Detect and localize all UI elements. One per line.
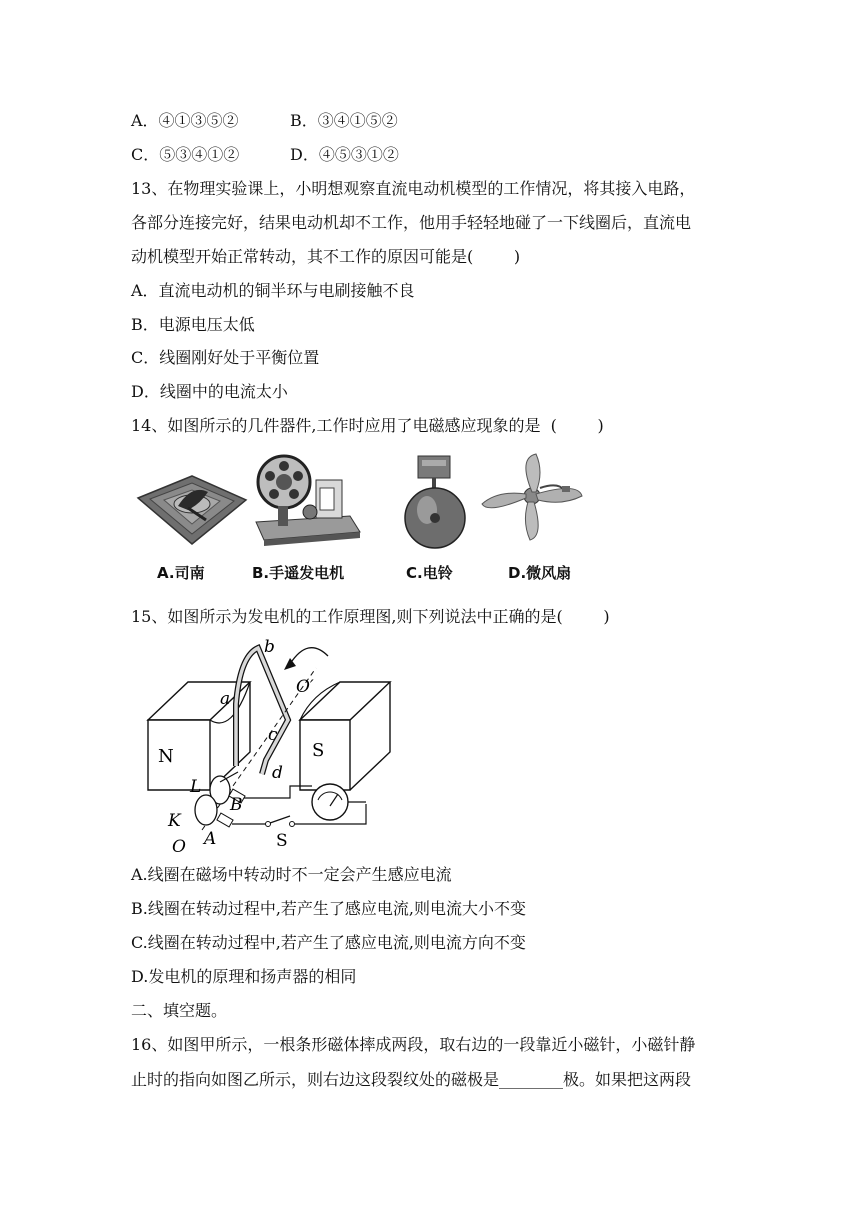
label-b: b xyxy=(264,637,275,657)
label-n-pole: N xyxy=(158,746,174,767)
q13-option-c: C．线圈刚好处于平衡位置 xyxy=(131,348,320,367)
q15-stem: 15、如图所示为发电机的工作原理图,则下列说法中正确的是( ) xyxy=(131,607,610,626)
q14-caption-b: B.手遥发电机 xyxy=(252,564,345,582)
micro-fan-image xyxy=(478,452,588,542)
label-d: d xyxy=(272,763,283,783)
option-q12-b: B．③④①⑤② xyxy=(290,111,398,130)
q15-option-a: A.线圈在磁场中转动时不一定会产生感应电流 xyxy=(131,865,452,884)
hand-generator-image xyxy=(250,452,362,548)
q13-stem-line1: 13、在物理实验课上，小明想观察直流电动机模型的工作情况，将其接入电路， xyxy=(131,179,696,198)
q13-option-b: B．电源电压太低 xyxy=(131,315,255,334)
q13-stem-line2: 各部分连接完好，结果电动机却不工作，他用手轻轻地碰了一下线圈后，直流电 xyxy=(131,213,692,232)
label-s-pole: S xyxy=(312,740,325,761)
q15-option-b: B.线圈在转动过程中,若产生了感应电流,则电流大小不变 xyxy=(131,899,527,918)
option-q12-a: A．④①③⑤② xyxy=(131,111,239,130)
q13-option-d: D．线圈中的电流太小 xyxy=(131,382,288,401)
label-l: L xyxy=(190,777,202,797)
q13-option-a: A．直流电动机的铜半环与电刷接触不良 xyxy=(131,281,415,300)
compass-sinan-image xyxy=(130,470,248,548)
label-o: O xyxy=(172,837,186,856)
section-heading-fill-in: 二、填空题。 xyxy=(131,1001,228,1020)
q15-option-d: D.发电机的原理和扬声器的相同 xyxy=(131,967,357,986)
label-s-switch: S xyxy=(276,831,288,851)
option-q12-d: D．④⑤③①② xyxy=(290,145,399,164)
label-a-brush: A xyxy=(204,829,217,849)
label-a: a xyxy=(220,689,231,709)
q14-caption-a: A.司南 xyxy=(157,564,205,582)
q16-stem-line1: 16、如图甲所示，一根条形磁体摔成两段，取右边的一段靠近小磁针，小磁针静 xyxy=(131,1035,696,1054)
q14-caption-d: D.微风扇 xyxy=(508,564,572,582)
q16-stem-line2: 止时的指向如图乙所示，则右边这段裂纹处的磁极是________极。如果把这两段 xyxy=(131,1070,692,1089)
label-o-prime: O′ xyxy=(296,677,314,697)
label-b-brush: B xyxy=(230,795,243,815)
q14-stem: 14、如图所示的几件器件,工作时应用了电磁感应现象的是 ( ) xyxy=(131,416,604,435)
electric-bell-image xyxy=(400,452,470,550)
q14-caption-c: C.电铃 xyxy=(406,564,453,582)
q13-stem-line3: 动机模型开始正常转动，其不工作的原因可能是( ) xyxy=(131,247,521,266)
label-c: c xyxy=(268,725,278,745)
generator-principle-diagram xyxy=(140,634,400,856)
option-q12-c: C．⑤③④①② xyxy=(131,145,240,164)
q15-option-c: C.线圈在转动过程中,若产生了感应电流,则电流方向不变 xyxy=(131,933,526,952)
label-k: K xyxy=(168,811,181,831)
